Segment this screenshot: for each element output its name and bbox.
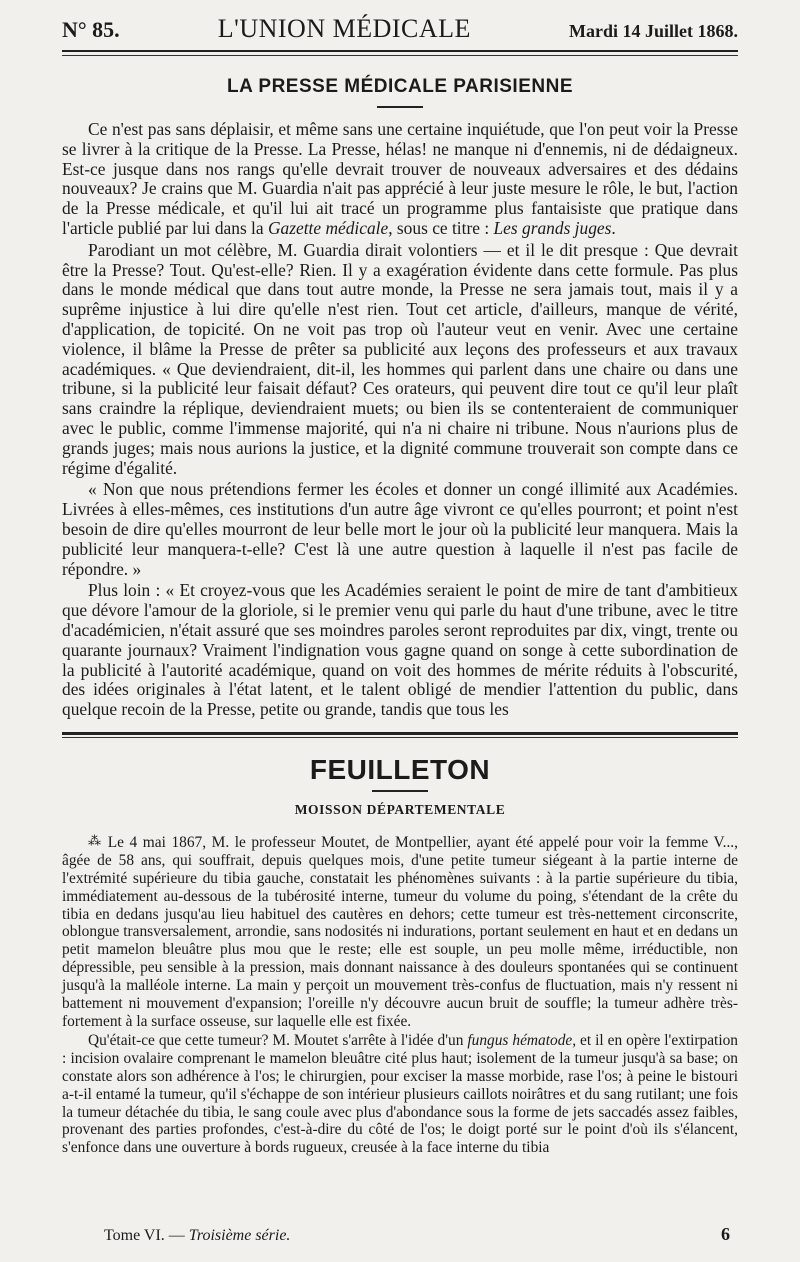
feuilleton-paragraph-text bbox=[62, 834, 738, 1030]
text-run: Qu'était-ce que cette tumeur? M. Moutet s'arrête à l'idée d'un bbox=[88, 1031, 468, 1049]
series-label: Troisième série. bbox=[188, 1227, 291, 1244]
heading-divider bbox=[377, 106, 423, 108]
italic-text: Les grands juges bbox=[493, 217, 612, 238]
text-run: . bbox=[611, 217, 616, 238]
issue-number: N° 85. bbox=[62, 17, 120, 42]
feuilleton-paragraph bbox=[62, 1032, 738, 1157]
article-paragraph bbox=[62, 480, 738, 579]
text-run: « Non que nous prétendions fermer les écoles et donner un congé illimité aux Académies. Livrées à elles-mêmes, ces institutions d'un autre âge vivront ce qu'elles pourront; et point n'est besoin de dire qu'elles mourront de leur belle mort le jour où la publicité leur manquera. Mais la publicité leur manquera-t-elle? C'est là une autre question à laquelle il n'est pas facile de répondre. » bbox=[62, 479, 738, 579]
masthead-rule bbox=[62, 55, 738, 56]
feuilleton-divider bbox=[62, 732, 738, 735]
feuilleton-heading-divider bbox=[372, 790, 428, 792]
journal-title: L'UNION MÉDICALE bbox=[217, 14, 471, 43]
italic-text: fungus hématode bbox=[467, 1031, 573, 1049]
feuilleton-body bbox=[62, 832, 738, 1157]
article-paragraph bbox=[62, 120, 738, 239]
italic-text: Gazette médicale bbox=[267, 217, 389, 238]
issue-date: Mardi 14 Juillet 1868. bbox=[569, 21, 738, 41]
text-run: Parodiant un mot célèbre, M. Guardia dirait volontiers — et il le dit presque : Que devrait être la Presse? Tout. Qu'est-elle? Rien. Il y a exagération évidente dans cette formule. Pas plus dans le monde médical que dans tout autre monde, la Presse ne sera jamais tout, mais il y a suprême injustice à lui dire qu'elle n'est rien. Tout cet article, d'ailleurs, manque de vérité, d'application, de topicité. On ne voit pas trop où l'auteur veut en venir. Avec une certaine violence, il blâme la Presse de prêter sa publicité aux leçons des professeurs et aux travaux académiques. « Que deviendraient, dit-il, les hommes qui parlent dans une chaire ou dans une tribune, si la publicité leur faisait défaut? Ces orateurs, qui peuvent dire tout ce qu'il leur plaît sans craindre la réplique, deviendraient muets; ou bien ils se contenteraient de communiquer avec le public, comme l'immense majorité, qui n'a ni chaire ni tribune. Nous n'aurions plus de grands juges; mais nous aurions la justice, et la dignité commune trouverait son compte dans ce régime d'égalité. bbox=[62, 239, 738, 478]
feuilleton-paragraph bbox=[62, 832, 738, 1031]
article-paragraph bbox=[62, 241, 738, 479]
article-heading: LA PRESSE MÉDICALE PARISIENNE bbox=[227, 76, 573, 97]
volume-info bbox=[104, 1227, 290, 1245]
text-run: , et il en opère l'extirpation : incision ovalaire comprenant le mamelon bleuâtre cité plus haut; isolement de la tumeur jusqu'à sa base; on constate alors son adhérence à l'os; le chirurgien, pour exciser la masse morbide, rase l'os; à peine le bistouri a-t-il entamé la tumeur, qu'il s'échappe de son intérieur plusieurs caillots noirâtres et du sang rutilant; une fois la tumeur détachée du tibia, le sang coule avec plus d'abondance sous la forme de jets saccadés assez faibles, provenant des parties profondes, c'est-à-dire du côté de l'os; le doigt porté sur le point d'où ils s'élancent, s'enfonce dans une ouverture à bords rugueux, creusée à la face interne du tibia bbox=[62, 1031, 739, 1157]
article-body bbox=[62, 120, 738, 720]
volume-label: Tome VI. — bbox=[104, 1227, 189, 1244]
text-run: Le 4 mai 1867, M. le professeur Moutet, de Montpellier, ayant été appelé pour voir la femme V..., âgée de 58 ans, qui souffrait, depuis quelques mois, d'une petite tumeur siégeant à la partie interne de l'extrémité supérieure du tibia gauche, constatait les phénomènes suivants : à la partie supérieure du tibia, immédiatement au-dessous de la tubérosité interne, tumeur du volume du poing, s'étendant de la crête du tibia en dedans jusqu'au lieu habituel des cautères en dehors; cette tumeur est très-nettement circonscrite, oblongue transversalement, arrondie, sans nodosités ni indurations, portant seulement en haut et en dedans un petit mamelon bleuâtre plus mou que le reste; elle est souple, un peu molle même, irréductible, non dépressible, peu sensible à la pression, mais donnant naissance à des douleurs spontanées qui se continuent jusqu'à la malléole interne. La main y perçoit un mouvement très-confus de fluctuation, mais n'y ressent ni battement ni mouvement d'expansion; l'oreille n'y découvre aucun bruit de souffle; la tumeur adhère très-fortement à la surface osseuse, sur laquelle elle est fixée. bbox=[62, 833, 739, 1030]
asterism-glyph: ⁂ bbox=[88, 832, 102, 848]
feuilleton-divider-thin bbox=[62, 737, 738, 738]
page-folio: 6 bbox=[721, 1224, 730, 1244]
feuilleton-heading: FEUILLETON bbox=[309, 753, 491, 785]
article-paragraph bbox=[62, 581, 738, 720]
text-run: , sous ce titre : bbox=[388, 217, 494, 238]
page-footer bbox=[104, 1224, 730, 1245]
text-run: Plus loin : « Et croyez-vous que les Académies seraient le point de mire de tant d'ambitieux que dévore l'amour de la gloriole, si le premier venu qui parle du haut d'une tribune, avec le titre d'académicien, n'était assuré que ses moindres paroles seront reproduites par dix, vingt, trente ou quarante journaux? Vraiment l'indignation vous gagne quand on songe à cette subordination de la publicité à l'autorité académique, quand on voit des hommes de mérite réduits à l'obscurité, des idées originales à l'état latent, et le talent obligé de mendier l'attention du public, dans quelque recoin de la Presse, petite ou grande, tandis que tous les bbox=[62, 580, 738, 720]
text-run: Ce n'est pas sans déplaisir, et même sans une certaine inquiétude, que l'on peut voir la Presse se livrer à la critique de la Presse. La Presse, hélas! ne manque ni d'ennemis, ni de dédaigneux. Est-ce jusque dans nos rangs qu'elle devrait trouver de nouveaux adversaires et des dédains nouveaux? Je crains que M. Guardia n'ait pas apprécié à leur juste mesure le rôle, le but, l'action de la Presse médicale, et qu'il lui ait tracé un programme plus fantaisiste que pratique dans l'article publié par lui dans la bbox=[62, 119, 738, 238]
feuilleton-subheading: MOISSON DÉPARTEMENTALE bbox=[294, 801, 506, 817]
masthead bbox=[62, 14, 738, 52]
